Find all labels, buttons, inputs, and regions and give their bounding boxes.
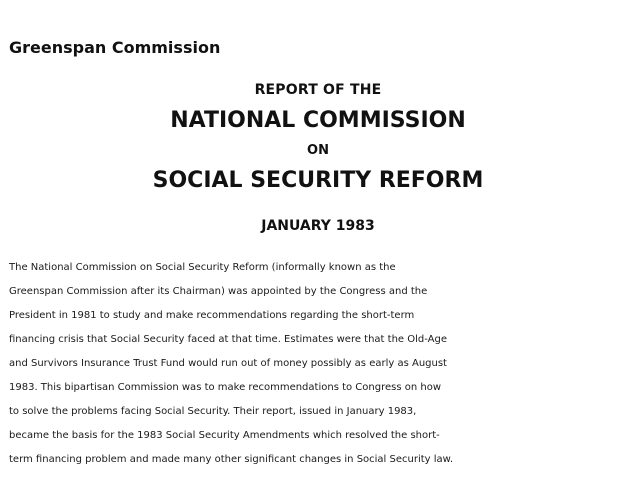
report-heading-line-3: ON [307, 143, 329, 158]
body-line: Greenspan Commission after its Chairman) was appointed by the Congress and the [9, 286, 428, 297]
body-line: financing crisis that Social Security faced at that time. Estimates were that the Old-Age [9, 334, 447, 345]
report-heading-line-2: NATIONAL COMMISSION [170, 108, 466, 133]
body-line: 1983. This bipartisan Commission was to make recommendations to Congress on how [9, 382, 441, 393]
body-line: to solve the problems facing Social Security. Their report, issued in January 1983, [9, 406, 417, 417]
body-line: President in 1981 to study and make recommendations regarding the short-term [9, 310, 415, 321]
body-line: and Survivors Insurance Trust Fund would run out of money possibly as early as August [9, 358, 447, 369]
body-paragraph [9, 256, 639, 472]
report-heading-line-1: REPORT OF THE [254, 82, 382, 98]
body-line: term financing problem and made many other significant changes in Social Security law. [9, 454, 454, 465]
report-heading-line-4: SOCIAL SECURITY REFORM [152, 168, 484, 193]
report-date: JANUARY 1983 [261, 218, 375, 234]
body-line: The National Commission on Social Security Reform (informally known as the [9, 262, 396, 273]
site-title: Greenspan Commission [9, 38, 221, 57]
body-line: became the basis for the 1983 Social Security Amendments which resolved the short- [9, 430, 440, 441]
